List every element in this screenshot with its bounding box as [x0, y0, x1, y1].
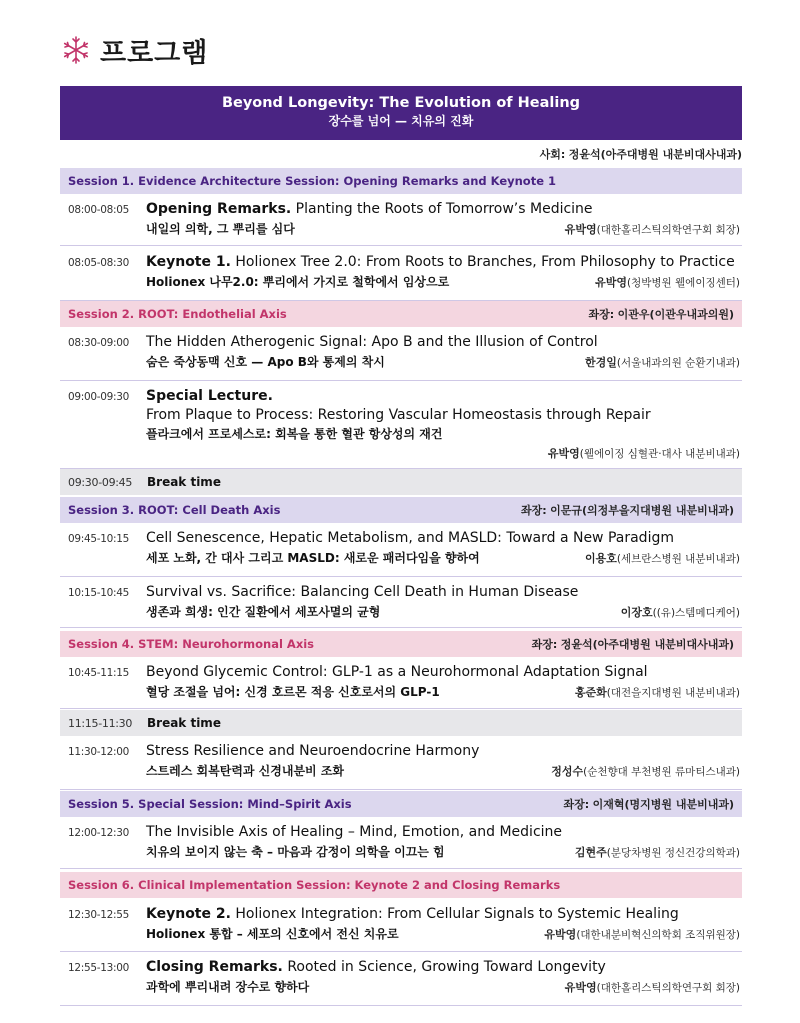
item-title-en: Stress Resilience and Neuroendocrine Harmony: [146, 743, 480, 759]
session-header: [60, 631, 742, 657]
item-time: 09:45-10:15: [68, 533, 130, 545]
speaker-name: 홍준화: [574, 686, 607, 699]
item-title-ko: 내일의 의학, 그 뿌리를 심다: [146, 222, 295, 236]
item-title-ko: 과학에 뿌리내려 장수로 향하다: [146, 980, 310, 994]
item-title-ko: Holionex 통합 – 세포의 신호에서 전신 치유로: [146, 927, 399, 941]
speaker-affiliation: (대한홀리스틱의학연구회 회장): [596, 982, 740, 994]
item-title-en: The Invisible Axis of Healing – Mind, Emotion, and Medicine: [146, 824, 563, 840]
break-row: [60, 710, 742, 736]
snowflake-icon: [60, 34, 92, 66]
item-title-ko: 스트레스 회복탄력과 신경내분비 조화: [146, 764, 345, 778]
speaker-affiliation: (분당차병원 정신건강의학과): [606, 847, 740, 859]
session-title: Session 1. Evidence Architecture Session: Opening Remarks and Keynote 1: [68, 174, 557, 188]
program-item: [60, 663, 742, 709]
item-label: Keynote 2.: [146, 906, 231, 922]
program-item: [60, 583, 742, 628]
chair-name: 이재혁(명지병원 내분비내과): [592, 798, 734, 811]
speaker-affiliation: (대한내분비혁신의학회 조직위원장): [576, 929, 740, 941]
speaker-name: 한경일: [585, 356, 617, 369]
session-header: [60, 791, 742, 817]
moderator-label: 사회:: [539, 148, 566, 161]
session-header: [60, 168, 742, 194]
item-time: 10:45-11:15: [68, 667, 130, 679]
speaker: [575, 684, 740, 700]
speaker-affiliation: ((유)스템메디케어): [652, 607, 740, 619]
session-title: Session 6. Clinical Implementation Session: Keynote 2 and Closing Remarks: [68, 878, 561, 892]
session-title: Session 3. ROOT: Cell Death Axis: [68, 503, 281, 517]
item-title-en: Beyond Glycemic Control: GLP-1 as a Neurohormonal Adaptation Signal: [146, 664, 648, 680]
item-title-ko: 치유의 보이지 않는 축 – 마음과 감정이 의학을 이끄는 힘: [146, 845, 445, 859]
speaker: [565, 221, 740, 237]
program-item: [60, 529, 742, 577]
item-label: Opening Remarks.: [146, 201, 292, 217]
moderator-name: 정윤석(아주대병원 내분비대사내과): [568, 148, 742, 161]
session-chair: [532, 636, 734, 652]
chair-label: 좌장:: [531, 638, 558, 651]
speaker-affiliation: (세브란스병원 내분비내과): [616, 553, 740, 565]
item-title-en: Holionex Integration: From Cellular Signals to Systemic Healing: [230, 906, 679, 922]
break-time: 11:15-11:30: [68, 716, 133, 730]
speaker: [595, 274, 740, 290]
session-title: Session 5. Special Session: Mind–Spirit Axis: [68, 797, 352, 811]
speaker-name: 이장호: [620, 606, 653, 619]
speaker: [551, 763, 740, 779]
speaker-name: 정성수: [551, 765, 584, 778]
item-time: 08:00-08:05: [68, 204, 130, 216]
program-item: [60, 387, 742, 469]
break-label: Break time: [147, 716, 221, 730]
break-label: Break time: [147, 475, 221, 489]
page-title: 프로그램: [100, 37, 209, 69]
session-chair: [589, 306, 734, 322]
speaker-affiliation: (청박병원 웰에이징센터): [627, 277, 740, 289]
item-time: 12:30-12:55: [68, 909, 130, 921]
item-title-ko: Holionex 나무2.0: 뿌리에서 가지로 철학에서 임상으로: [146, 275, 450, 289]
item-time: 12:00-12:30: [68, 827, 130, 839]
speaker-name: 유박영: [564, 981, 597, 994]
program-item: [60, 905, 742, 952]
page-header: [60, 30, 208, 70]
speaker-name: 유박영: [544, 928, 577, 941]
item-time: 08:30-09:00: [68, 337, 130, 349]
item-time: 12:55-13:00: [68, 962, 130, 974]
item-time: 10:15-10:45: [68, 587, 130, 599]
chair-label: 좌장:: [588, 308, 615, 321]
break-row: [60, 469, 742, 495]
speaker-affiliation: (웰에이징 심혈관·대사 내분비내과): [579, 448, 740, 460]
speaker: [575, 844, 740, 860]
session-header: [60, 497, 742, 523]
chair-label: 좌장:: [563, 798, 590, 811]
item-label: Keynote 1.: [146, 254, 231, 270]
banner-title-en: Beyond Longevity: The Evolution of Healing: [221, 95, 581, 111]
speaker-name: 김현주: [574, 846, 607, 859]
item-title-ko: 숨은 죽상동맥 신호 — Apo B와 통제의 착시: [146, 355, 385, 369]
item-title-en: Planting the Roots of Tomorrow’s Medicine: [291, 201, 593, 217]
program-banner: [60, 86, 742, 140]
speaker-affiliation: (순천향대 부천병원 류마티스내과): [583, 766, 740, 778]
speaker-affiliation: (대한홀리스틱의학연구회 회장): [596, 224, 740, 236]
item-time: 09:00-09:30: [68, 391, 130, 403]
moderator: [540, 146, 742, 162]
program-item: [60, 823, 742, 869]
item-title-ko: 플라크에서 프로세스로: 회복을 통한 혈관 항상성의 재건: [146, 427, 443, 441]
program-item: [60, 742, 742, 790]
speaker-name: 유박영: [547, 447, 580, 460]
speaker-name: 유박영: [595, 276, 628, 289]
item-title-en: Cell Senescence, Hepatic Metabolism, and MASLD: Toward a New Paradigm: [146, 530, 674, 546]
item-title-ko: 생존과 희생: 인간 질환에서 세포사멸의 균형: [146, 605, 381, 619]
speaker: [544, 926, 740, 942]
session-chair: [563, 796, 734, 812]
speaker: [146, 445, 740, 461]
item-title-en: The Hidden Atherogenic Signal: Apo B and the Illusion of Control: [146, 334, 598, 350]
speaker: [565, 979, 740, 995]
program-item: [60, 958, 742, 1006]
item-label: Closing Remarks.: [146, 959, 283, 975]
speaker: [585, 550, 740, 566]
item-title-en: Survival vs. Sacrifice: Balancing Cell Death in Human Disease: [146, 584, 579, 600]
item-title-ko: 혈당 조절을 넘어: 신경 호르몬 적응 신호로서의 GLP-1: [146, 685, 440, 699]
item-title-en: From Plaque to Process: Restoring Vascular Homeostasis through Repair: [146, 407, 651, 423]
item-title-en: Holionex Tree 2.0: From Roots to Branches, From Philosophy to Practice: [230, 254, 735, 270]
chair-name: 이관우(이관우내과의원): [617, 308, 734, 321]
item-time: 08:05-08:30: [68, 257, 130, 269]
session-title: Session 2. ROOT: Endothelial Axis: [68, 307, 287, 321]
speaker: [585, 354, 740, 370]
break-time: 09:30-09:45: [68, 475, 133, 489]
chair-name: 이문규(의정부을지대병원 내분비내과): [550, 504, 734, 517]
item-label: Special Lecture.: [146, 388, 273, 404]
program-item: [60, 253, 742, 301]
speaker-name: 유박영: [564, 223, 597, 236]
chair-label: 좌장:: [520, 504, 547, 517]
item-title-en: Rooted in Science, Growing Toward Longevity: [282, 959, 606, 975]
banner-title-ko: 장수를 넘어 — 치유의 진화: [328, 114, 474, 128]
session-title: Session 4. STEM: Neurohormonal Axis: [68, 637, 315, 651]
chair-name: 정윤석(아주대병원 내분비대사내과): [560, 638, 734, 651]
item-title-ko: 세포 노화, 간 대사 그리고 MASLD: 새로운 패러다임을 향하여: [146, 551, 480, 565]
session-chair: [521, 502, 734, 518]
session-header: [60, 872, 742, 898]
speaker-name: 이용호: [585, 552, 617, 565]
speaker-affiliation: (대전을지대병원 내분비내과): [606, 687, 740, 699]
session-header: [60, 301, 742, 327]
item-time: 11:30-12:00: [68, 746, 130, 758]
program-item: [60, 200, 742, 246]
program-item: [60, 333, 742, 381]
speaker: [621, 604, 740, 620]
speaker-affiliation: (서울내과의원 순환기내과): [616, 357, 740, 369]
